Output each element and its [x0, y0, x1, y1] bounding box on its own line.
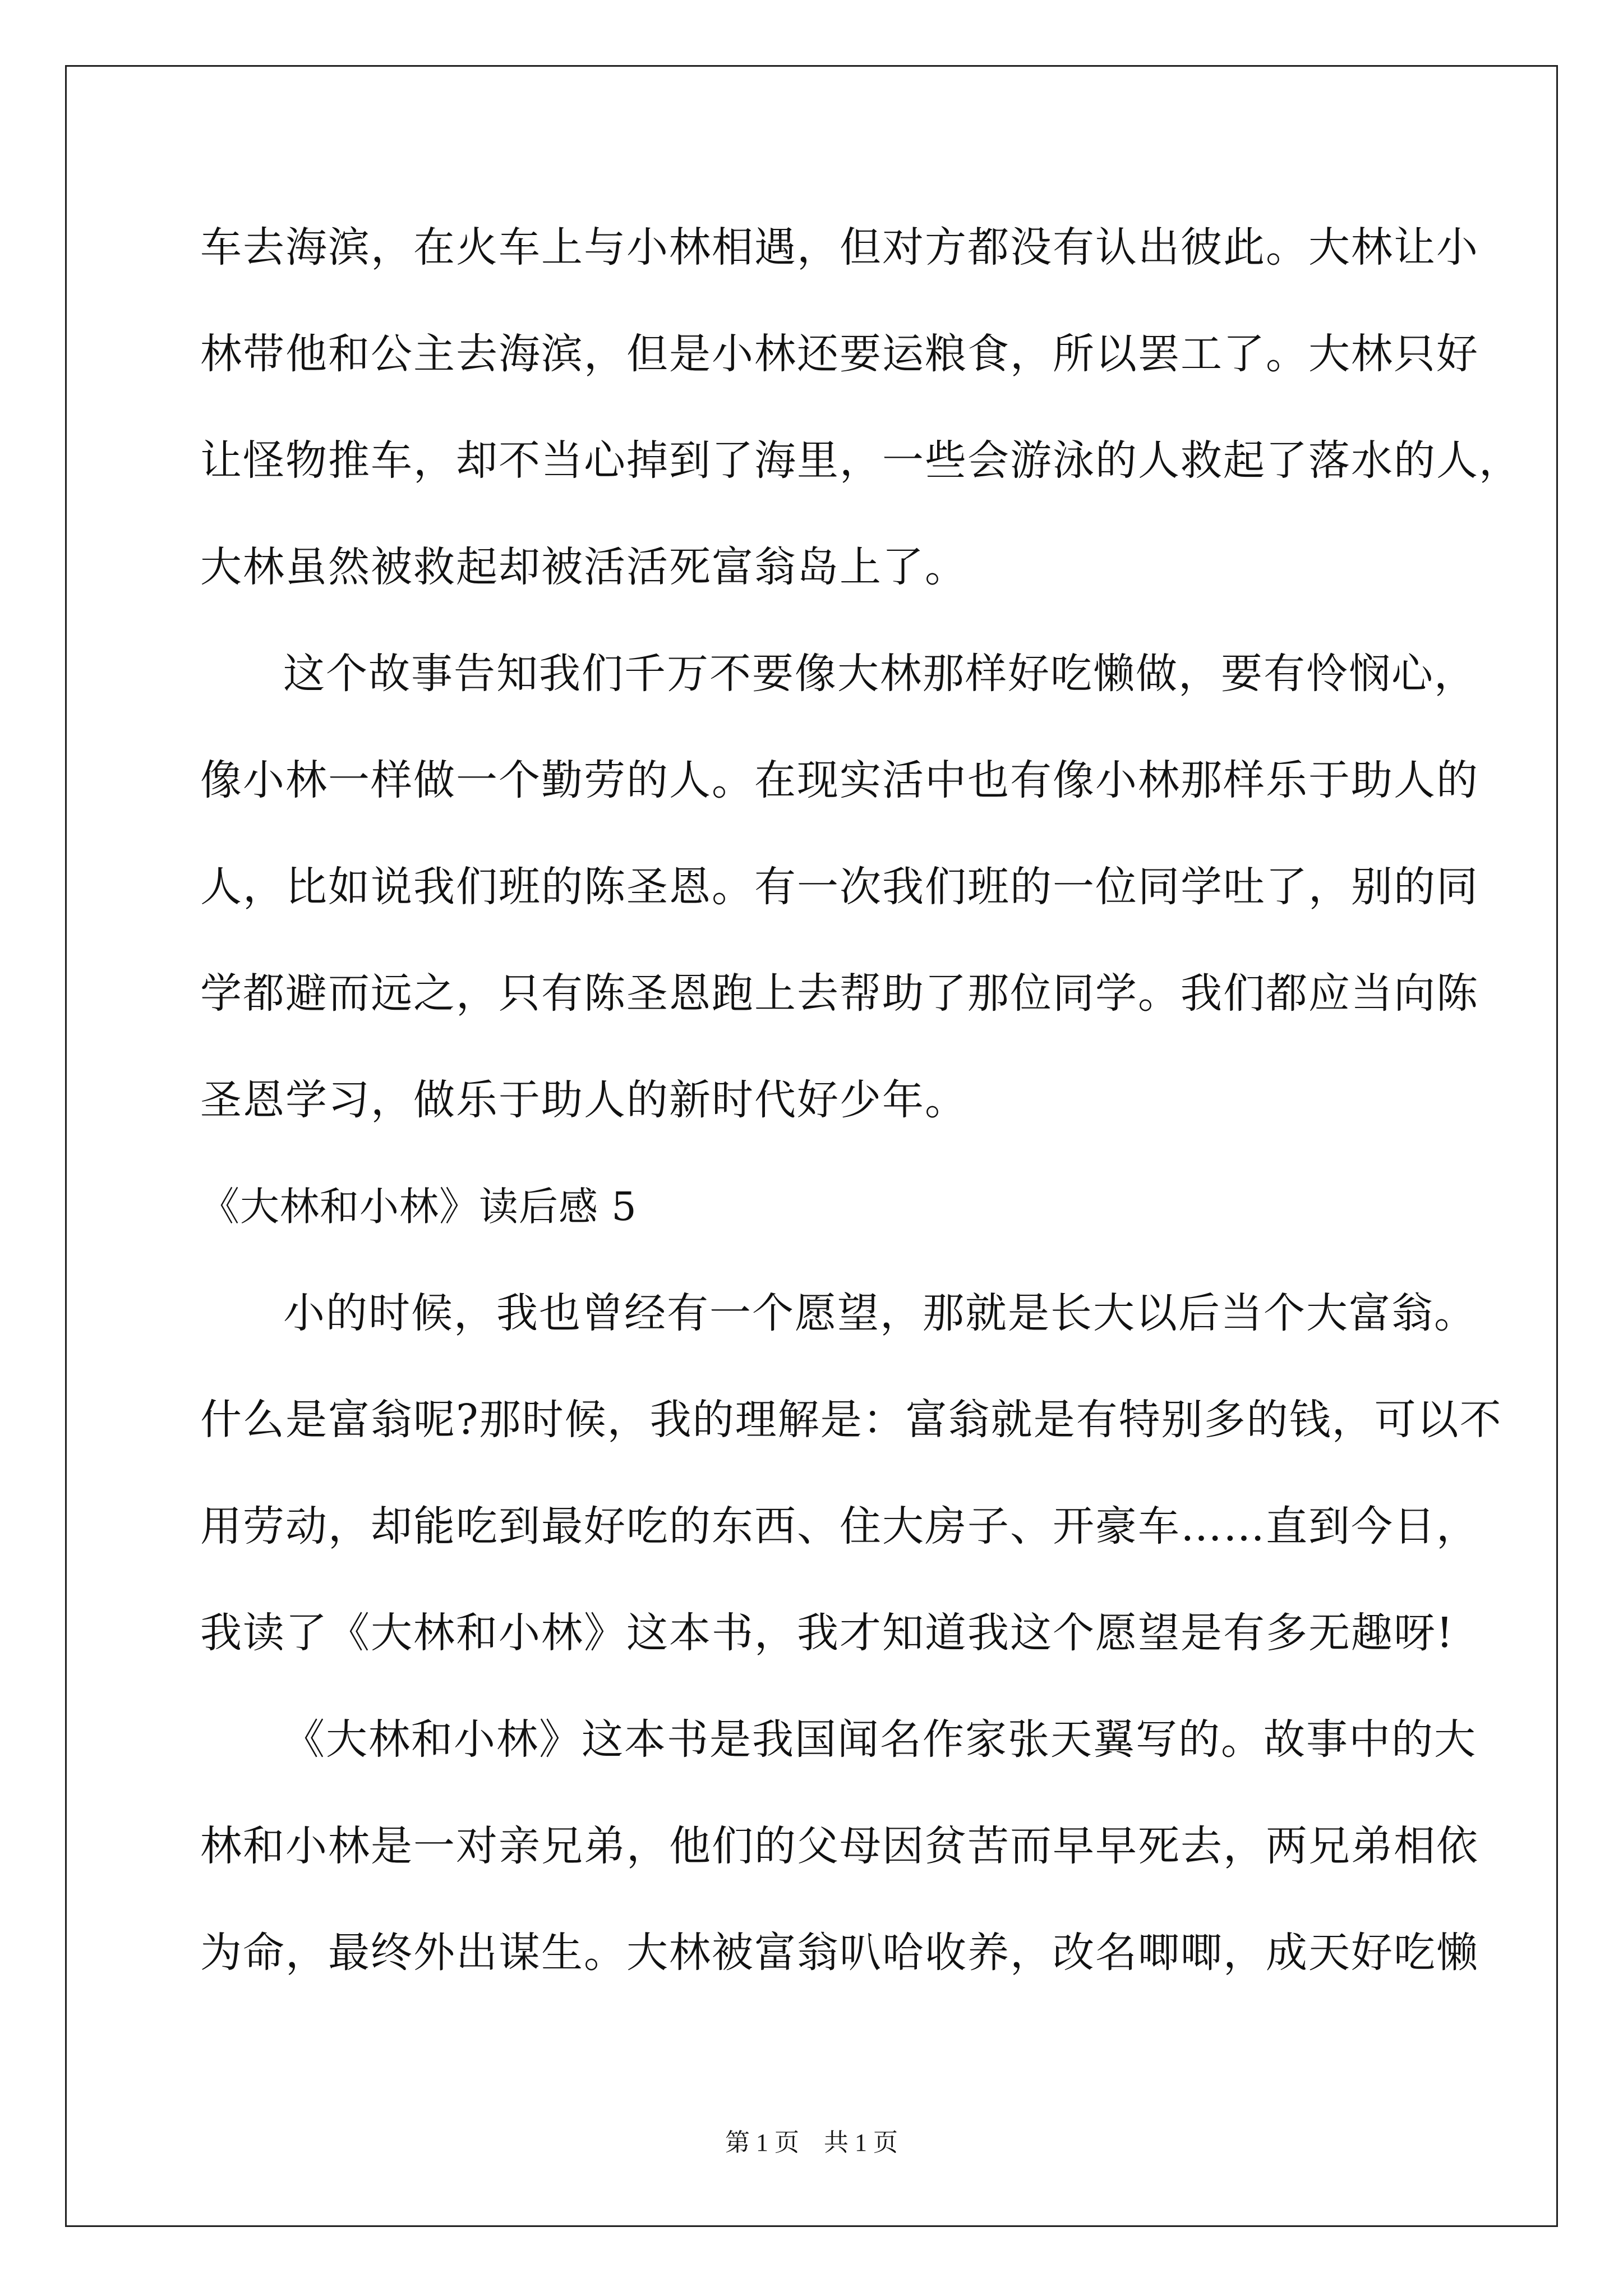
text-line: 我读了《大林和小林》这本书，我才知道我这个愿望是有多无趣呀!: [200, 1609, 1454, 1657]
paragraph: [200, 1287, 1502, 1714]
text-line: 小的时候，我也曾经有一个愿望，那就是长大以后当个大富翁。: [283, 1289, 1477, 1337]
text-line: 学都避而远之，只有陈圣恩跑上去帮助了那位同学。我们都应当向陈: [200, 969, 1479, 1018]
page-footer: 第 1 页 共 1 页: [725, 2129, 898, 2156]
text-line: 车去海滨，在火车上与小林相遇，但对方都没有认出彼此。大林让小: [200, 223, 1479, 272]
paragraph: [200, 222, 1521, 648]
text-line: 为命，最终外出谋生。大林被富翁叭哈收养，改名唧唧，成天好吃懒: [200, 1929, 1479, 1977]
text-line: 林和小林是一对亲兄弟，他们的父母因贫苦而早早死去，两兄弟相依: [200, 1822, 1479, 1870]
text-line: 大林虽然被救起却被活活死富翁岛上了。: [200, 543, 967, 591]
text-line: 像小林一样做一个勤劳的人。在现实活中也有像小林那样乐于助人的: [200, 756, 1479, 804]
text-line: 圣恩学习，做乐于助人的新时代好少年。: [200, 1076, 967, 1124]
paragraph: [200, 1714, 1479, 2033]
section-heading: 《大林和小林》读后感 5: [200, 1184, 637, 1230]
text-line: 林带他和公主去海滨，但是小林还要运粮食，所以罢工了。大林只好: [200, 330, 1479, 378]
text-line: 人，比如说我们班的陈圣恩。有一次我们班的一位同学吐了，别的同: [200, 863, 1479, 911]
text-line: 让怪物推车，却不当心掉到了海里，一些会游泳的人救起了落水的人，: [200, 436, 1521, 485]
text-line: 《大林和小林》这本书是我国闻名作家张天翼写的。故事中的大: [283, 1715, 1477, 1764]
document-body: [200, 222, 1521, 2033]
paragraph: [200, 648, 1479, 1181]
text-line: 用劳动，却能吃到最好吃的东西、住大房子、开豪车……直到今日，: [200, 1502, 1479, 1550]
text-line: 什么是富翁呢?那时候，我的理解是：富翁就是有特别多的钱，可以不: [200, 1396, 1502, 1444]
text-line: 这个故事告知我们千万不要像大林那样好吃懒做，要有怜悯心，: [283, 650, 1477, 698]
